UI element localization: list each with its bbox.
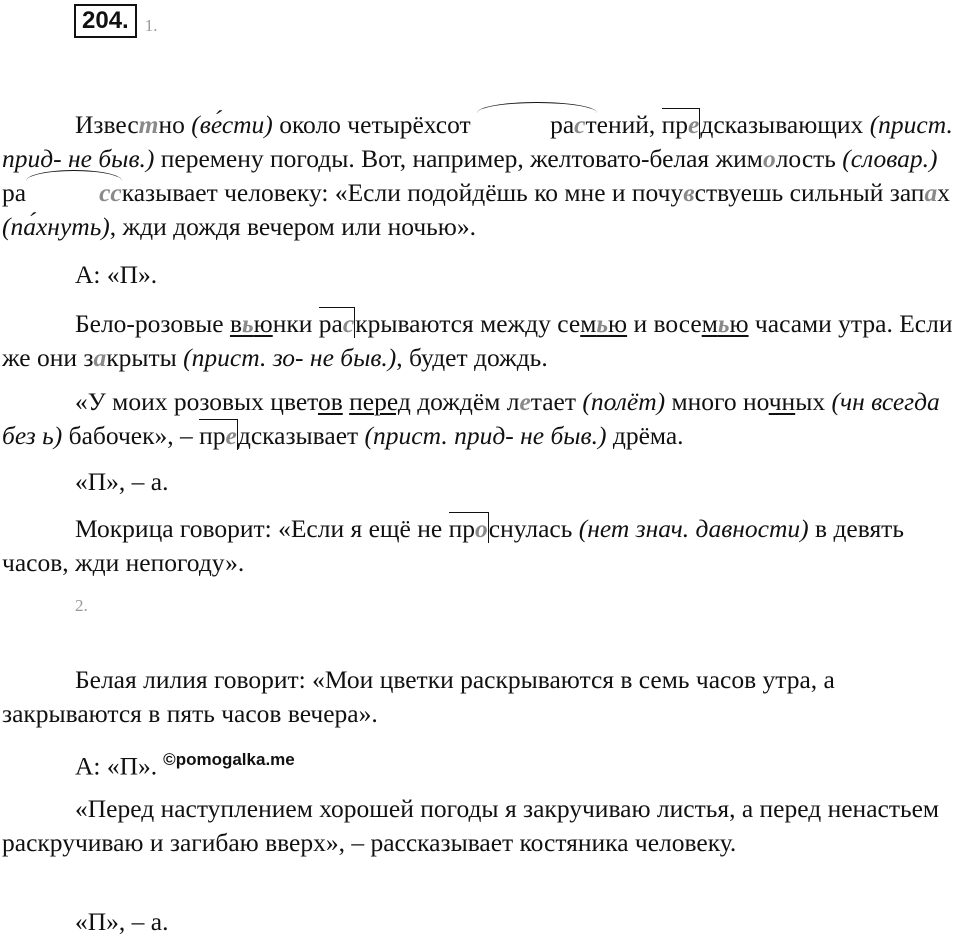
text: т [585, 110, 597, 139]
text: ю [608, 309, 628, 338]
underlined-text: ов [317, 387, 343, 416]
underlined-group [230, 309, 273, 338]
hint: (полёт) [582, 387, 666, 416]
orthogram-letter: о [762, 144, 776, 173]
text: тает [530, 387, 583, 416]
watermark-logo: ©pomogalka.me [163, 750, 295, 769]
text: пр [448, 514, 475, 543]
prefix-mark [319, 307, 355, 338]
text: , будет дождь. [396, 343, 548, 372]
text: и восе [627, 309, 702, 338]
text: лость [775, 144, 843, 173]
orthogram-letter: в [683, 178, 695, 207]
part-2-label: 2. [75, 596, 88, 615]
hint: (словар.) [842, 144, 938, 173]
text: дрёма. [606, 421, 684, 450]
text: в девять часов, жди непогоду». [2, 514, 904, 577]
text: бабочек», – [62, 421, 200, 450]
hint: (нет знач. давности) [578, 514, 809, 543]
text: «У моих розовых цвет [75, 387, 318, 416]
orthogram-letter: ь [596, 309, 609, 338]
text: ений, [596, 110, 662, 139]
root-mark [477, 108, 597, 142]
hint: (ве́сти) [191, 110, 273, 139]
text: казывает человеку: «Если подойдёшь ко мне и почу [121, 178, 684, 207]
text: , жди дождя вечером или ночью». [109, 212, 476, 241]
text: дождём л [410, 387, 520, 416]
text: ю [253, 309, 273, 338]
paragraph-5: «П», – а. [75, 467, 169, 496]
hint: (прист. прид- не быв.) [364, 421, 607, 450]
underlined-group [702, 309, 749, 338]
hint: (чн всегда без ь) [2, 387, 940, 450]
text: Мокрица говорит: «Если я ещё не [75, 514, 449, 543]
text: ю [729, 309, 749, 338]
text: ра [318, 309, 343, 338]
paragraph-7: Белая лилия говорит: «Мои цветки раскрываются в семь часов утра, а закрываются в пять часов вечера». [2, 665, 835, 728]
orthogram-letter: т [138, 110, 159, 139]
text: м [701, 309, 718, 338]
text: но [158, 110, 192, 139]
text: пр [199, 421, 226, 450]
orthogram-letter: ь [717, 309, 730, 338]
text: крыты [106, 343, 184, 372]
text: ра [2, 178, 27, 207]
paragraph-1 [2, 108, 958, 244]
prefix-mark [199, 419, 238, 450]
text: перемену погоды. Вот, например, желтовато-белая жим [154, 144, 763, 173]
orthogram-letter: а [924, 178, 938, 207]
text: много но [665, 387, 769, 416]
orthogram-letter: е [519, 387, 531, 416]
text: Извес [75, 110, 139, 139]
underlined-text: перед [349, 387, 411, 416]
orthogram-letter: о [475, 514, 488, 543]
text: снулась [488, 514, 579, 543]
hint: (прист. зо- не быв.) [183, 343, 397, 372]
prefix-mark [449, 512, 489, 543]
orthogram-letter: е [225, 421, 237, 450]
hint: (па́хнуть) [2, 212, 110, 241]
underlined-text: чн [768, 387, 796, 416]
paragraph-3 [2, 307, 958, 375]
part-1-label: 1. [144, 16, 158, 35]
text: Бело-розовые [75, 309, 230, 338]
orthogram-letter: с [574, 110, 586, 139]
text: пр [661, 110, 689, 139]
text: ствуешь сильный зап [694, 178, 925, 207]
paragraph-6 [2, 512, 958, 580]
underlined-group [580, 309, 627, 338]
hint: (прист. прид- не быв.) [2, 110, 953, 173]
text: А: «П». [75, 751, 158, 781]
text: м [580, 309, 597, 338]
text: в [229, 309, 243, 338]
prefix-mark [662, 108, 701, 139]
orthogram-letter: е [688, 110, 700, 139]
text: дсказывающих [700, 110, 870, 139]
exercise-number: 204. [74, 4, 137, 38]
paragraph-2: А: «П». [75, 260, 158, 289]
exercise-header [74, 4, 157, 38]
paragraph-8 [2, 743, 958, 784]
text: нки [272, 309, 319, 338]
text: около четырёхсот [272, 110, 478, 139]
paragraph-10: «П», – а. [75, 907, 169, 936]
orthogram-letter: сс [26, 176, 122, 210]
orthogram-letter: с [342, 309, 355, 338]
text: х [937, 178, 950, 207]
paragraph-4 [2, 385, 958, 453]
text: крываются между се [355, 309, 581, 338]
text: ых [795, 387, 832, 416]
orthogram-letter: а [93, 343, 107, 372]
orthogram-letter: ь [242, 309, 254, 338]
paragraph-9: «Перед наступлением хорошей погоды я закручиваю листья, а перед ненастьем раскручиваю и загибаю вверх», – рассказывает костяника человеку. [2, 794, 940, 857]
text: ра [550, 110, 575, 139]
text: часами утра. Если же они з [2, 309, 953, 372]
text: дсказывает [237, 421, 365, 450]
